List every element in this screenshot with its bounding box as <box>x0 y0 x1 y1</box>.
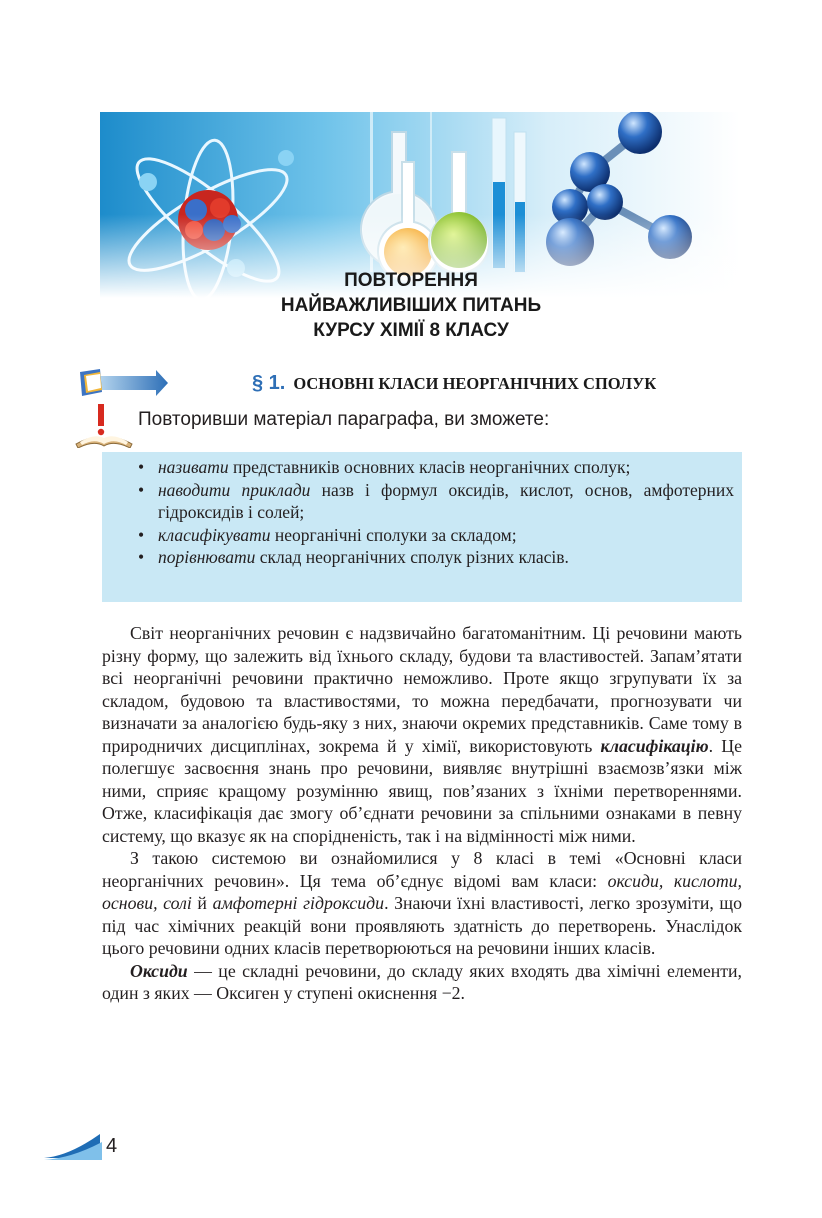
objectives-intro: Повторивши матеріал параграфа, ви зможете: <box>138 409 550 430</box>
term-classification: класифікацію <box>600 735 709 756</box>
section-heading <box>78 366 758 400</box>
objectives-header <box>74 404 774 448</box>
book-arrow-icon <box>78 366 168 400</box>
chapter-title-line-2: НАЙВАЖЛИВІШИХ ПИТАНЬ <box>280 295 542 316</box>
section-number: § 1. <box>252 372 286 394</box>
goal-item: • порівнювати склад неорганічних сполук різних класів. <box>138 546 734 569</box>
section-title <box>252 372 656 395</box>
paragraph: Оксиди — це складні речовини, до складу яких входять два хімічні елементи, один з яких — Оксиген у ступені окиснення −2. <box>102 960 742 1003</box>
goal-item: • називати представників основних класів неорганічних сполук; <box>138 456 734 479</box>
learning-goals-box <box>102 452 742 602</box>
chapter-title-line-3: КУРСУ ХІМІЇ 8 КЛАСУ <box>313 320 509 341</box>
learning-goals-list <box>138 456 734 569</box>
body-text <box>102 622 742 1005</box>
section-title-text: ОСНОВНІ КЛАСИ НЕОРГАНІЧНИХ СПОЛУК <box>293 374 657 393</box>
page-footer <box>44 1132 164 1164</box>
goal-item: • класифікувати неорганічні сполуки за складом; <box>138 524 734 547</box>
goal-item: • наводити приклади назв і формул оксидів, кислот, основ, амфотерних гідроксидів і солей; <box>138 479 734 524</box>
page-number: 4 <box>106 1135 118 1157</box>
wave-decoration-icon <box>44 1132 104 1162</box>
chapter-title <box>200 268 622 343</box>
paragraph: Світ неорганічних речовин є надзвичайно багатоманітним. Ці речовини мають різну форму, що залежить від їхнього складу, будови та властивостей. Запам’ятати всі неорганічні речовини практично неможливо. Проте якщо згрупувати їх за складом, будовою та властивостями, то можна передбачати, прогнозувати чи визначати за аналогією будь-яку з них, знаючи окремих представників. Саме тому в природничих дисциплінах, зокрема й у хімії, використовують класифікацію. Це полегшує засвоєння знань про речовини, виявляє внутрішні взаємозв’язки між ними, сприяє кращому розумінню явищ, пов’язаних з їхніми перетвореннями. Отже, класифікація дає змогу об’єднати речовини за спільними ознаками в певну систему, що вказує як на спорідненість, так і на відмінності між ними. <box>102 623 742 846</box>
exclamation-book-icon <box>74 404 134 448</box>
chapter-title-line-1: ПОВТОРЕННЯ <box>344 270 478 291</box>
term-oxides: Оксиди <box>130 960 188 981</box>
paragraph: З такою системою ви ознайомилися у 8 класі в темі «Основні класи неорганічних речовин». Ця тема об’єднує відомі вам класи: оксиди, кислоти, основи, солі й амфотерні гідроксиди. Знаючи їхні властивості, легко зрозуміти, що під час хімічних реакцій вони проявляють здатність до перетворень. Унаслідок цього речовини одних класів перетворюються на речовини інших класів. <box>102 848 742 958</box>
